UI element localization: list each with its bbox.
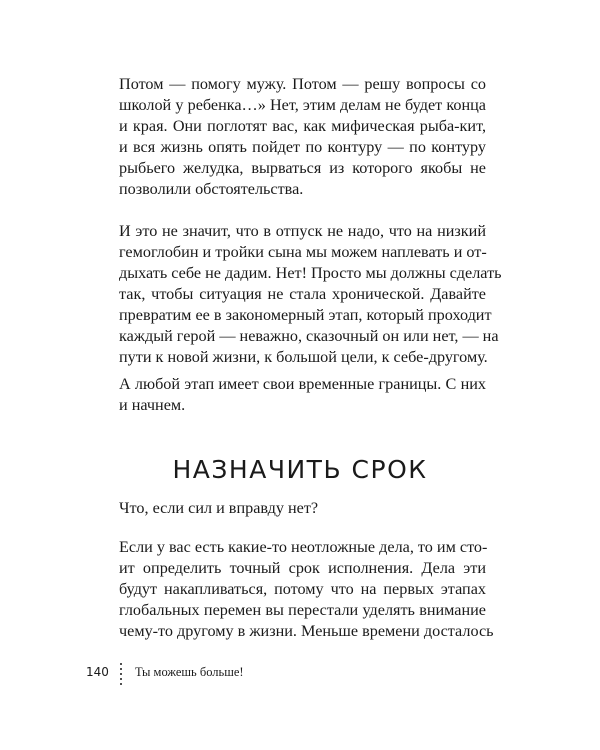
section-heading: НАЗНАЧИТЬ СРОК — [172, 455, 428, 484]
text-line: А любой этап имеет свои временные границы. С них — [119, 375, 486, 393]
text-line: рыбьего желудка, вырваться из которого якобы не — [119, 159, 486, 177]
text-line: школой у ребенка…» Нет, этим делам не будет конца — [119, 96, 486, 114]
text-line: будут накапливаться, потому что на первых этапах — [119, 580, 486, 598]
text-line: глобальных перемен вы перестали уделять внимание — [119, 601, 486, 619]
text-line: и начнем. — [119, 396, 186, 414]
text-line: чему-то другому в жизни. Меньше времени досталось — [119, 622, 494, 640]
text-line: гемоглобин и тройки сына мы можем наплевать и от- — [119, 243, 487, 261]
text-line: И это не значит, что в отпуск не надо, что на низкий — [119, 222, 486, 240]
text-line: Что, если сил и вправду нет? — [119, 499, 319, 517]
paragraph — [119, 74, 486, 200]
paragraph — [119, 221, 502, 368]
text-line: пути к новой жизни, к большой цели, к себе-другому. — [119, 348, 488, 366]
paragraph — [119, 537, 494, 642]
text-line: и вся жизнь опять пойдет по контуру — по контуру — [119, 138, 486, 156]
text-line: и края. Они поглотят вас, как мифическая рыба-кит, — [119, 117, 486, 135]
dotted-divider — [120, 663, 123, 687]
text-line: так, чтобы ситуация не стала хронической. Давайте — [119, 285, 486, 303]
paragraph — [119, 498, 486, 519]
page-footer — [0, 663, 600, 687]
text-line: Если у вас есть какие-то неотложные дела, то им сто- — [119, 538, 488, 556]
text-line: Потом — помогу мужу. Потом — решу вопросы со — [119, 75, 486, 93]
text-line: позволили обстоятельства. — [119, 180, 304, 198]
text-line: дыхать себе не дадим. Нет! Просто мы должны сделать — [119, 264, 502, 282]
paragraph — [119, 374, 486, 416]
page-number: 140 — [86, 665, 109, 679]
text-line: превратим ее в закономерный этап, который проходит — [119, 306, 492, 324]
running-title: Ты можешь больше! — [135, 665, 244, 679]
text-line: каждый герой — неважно, сказочный он или нет, — на — [119, 327, 499, 345]
text-line: ит определить точный срок исполнения. Дела эти — [119, 559, 486, 577]
